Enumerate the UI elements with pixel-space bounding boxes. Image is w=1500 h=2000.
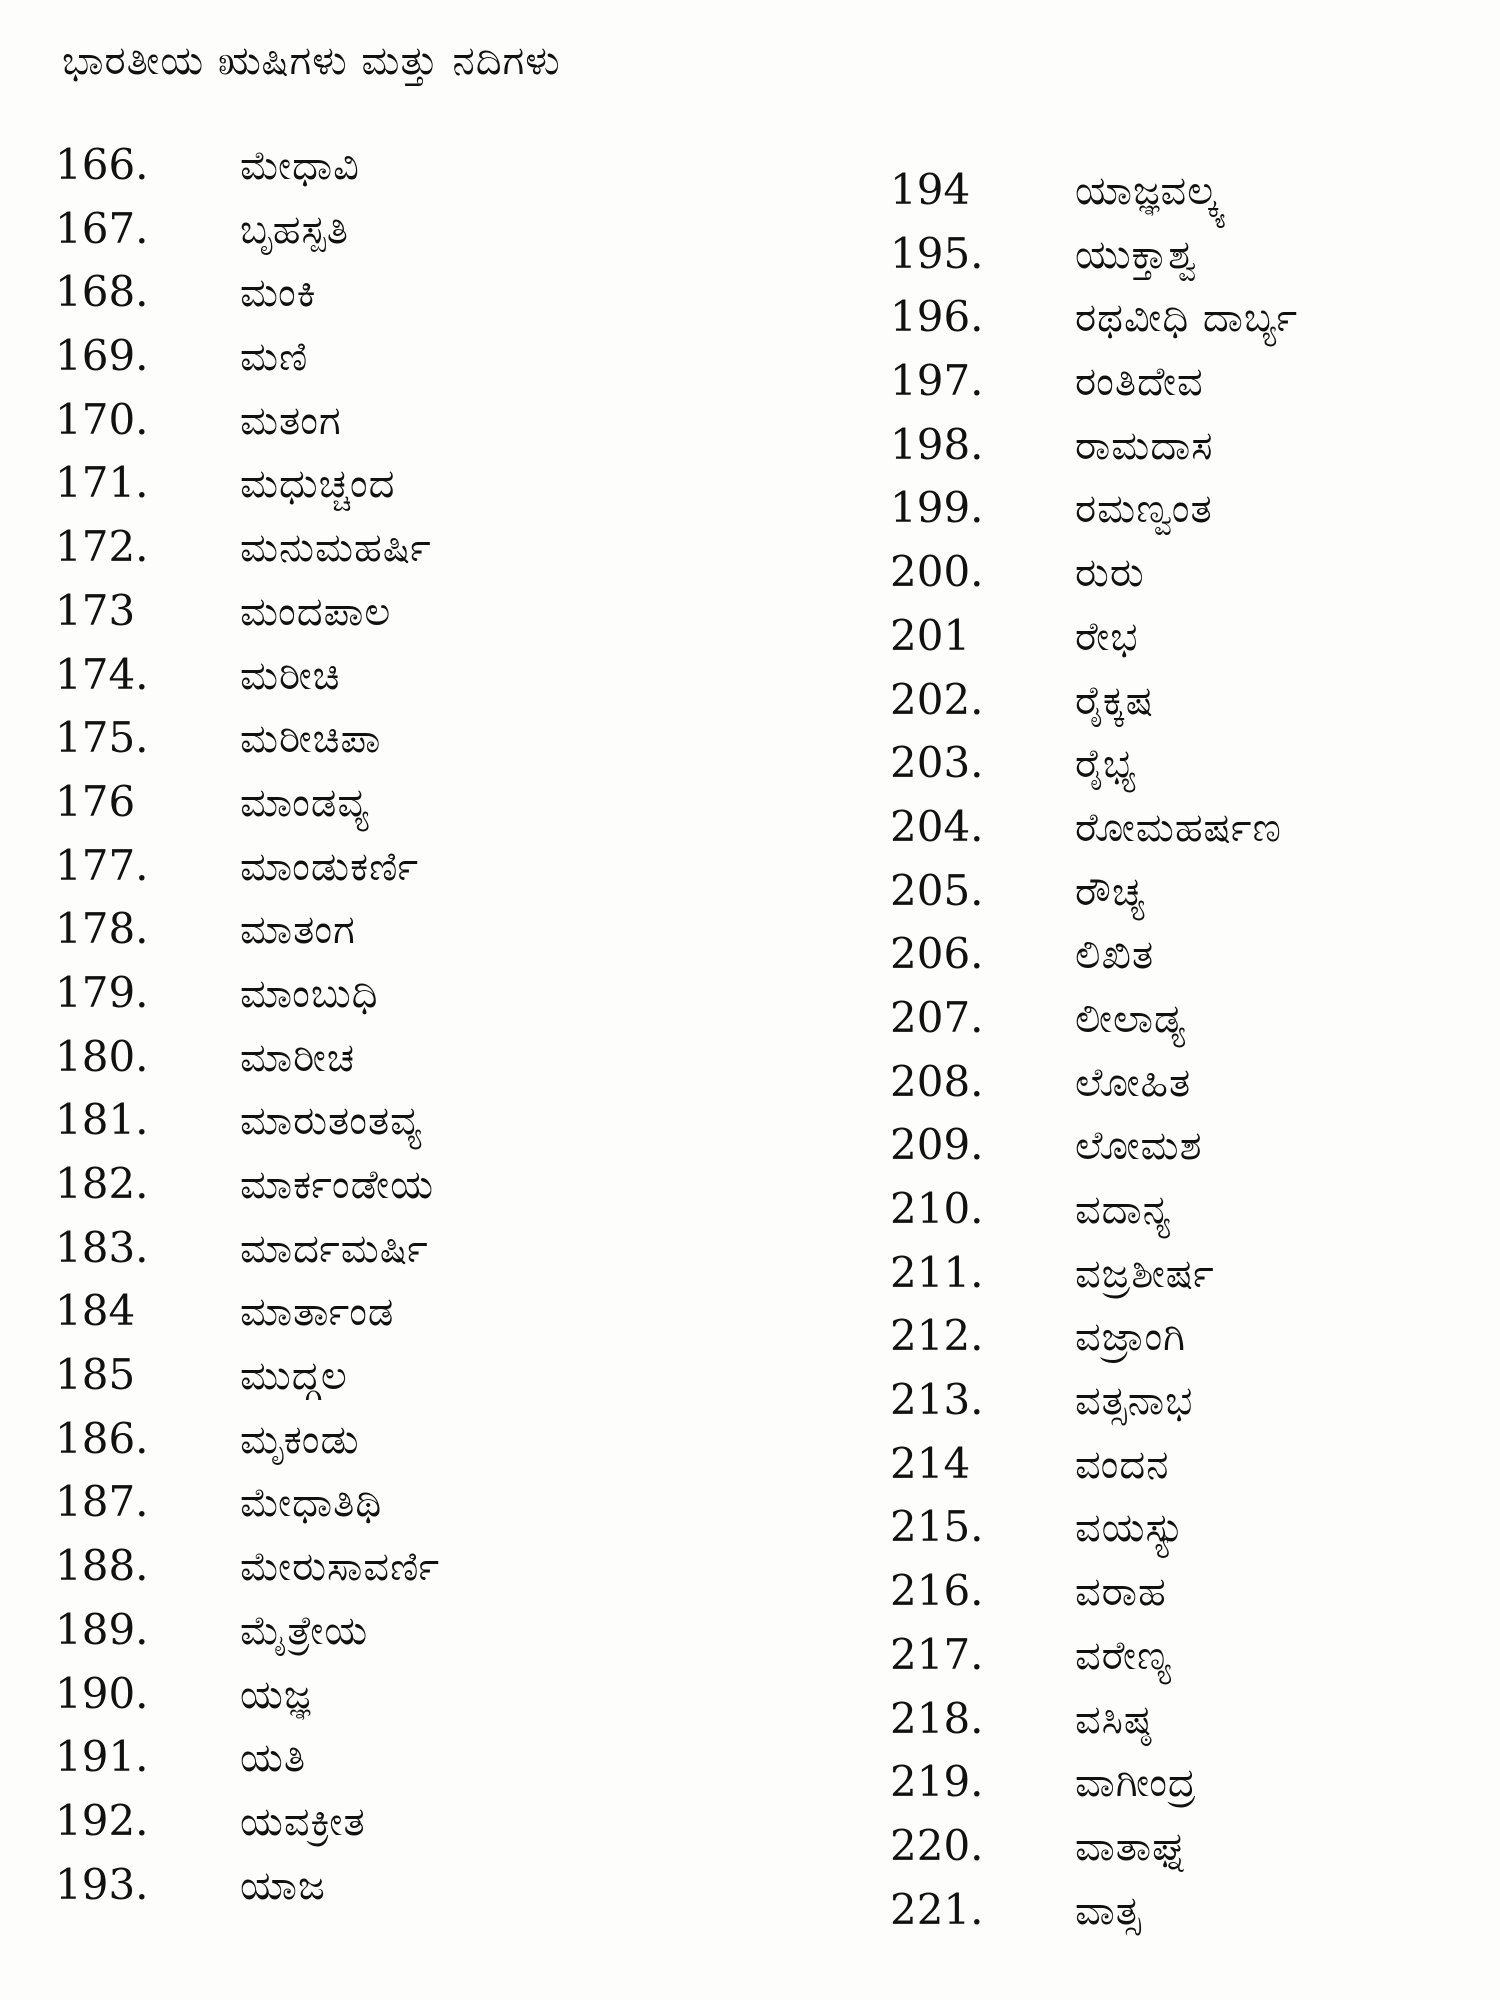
entry-number: 193. xyxy=(55,1859,149,1909)
entry-name: ಯಾಜ xyxy=(240,1862,326,1909)
list-item xyxy=(890,738,1298,802)
entry-number: 181. xyxy=(55,1095,149,1145)
list-item xyxy=(55,1414,440,1478)
entry-name: ಮಾರ್ಕಂಡೇಯ xyxy=(240,1162,435,1208)
entry-number: 190. xyxy=(55,1668,149,1718)
entry-name: ಮೃಕಂಡು xyxy=(240,1416,360,1463)
entry-number: 175. xyxy=(55,713,149,763)
entry-number: 180. xyxy=(55,1031,149,1081)
entry-name: ವರೇಣ್ಯ xyxy=(1075,1632,1172,1679)
entry-name: ಮಣಿ xyxy=(240,334,309,381)
list-item xyxy=(55,1286,440,1350)
entry-name: ವಸಿಷ್ಠ xyxy=(1075,1696,1153,1743)
entry-number: 203. xyxy=(890,738,984,788)
list-item xyxy=(55,650,440,714)
entry-number: 204. xyxy=(890,801,984,851)
entry-name: ರಥವೀಧಿ ದಾರ್ಬ್ಯ xyxy=(1075,295,1299,342)
list-item xyxy=(890,675,1298,739)
list-item xyxy=(55,522,440,586)
entry-number: 194 xyxy=(890,165,971,214)
entry-number: 198. xyxy=(890,419,984,469)
entry-number: 212. xyxy=(890,1311,984,1361)
entry-name: ಮೇರುಸಾವರ್ಣಿ xyxy=(240,1544,441,1591)
list-item xyxy=(890,1630,1298,1694)
list-item xyxy=(55,1541,440,1605)
entry-name: ವತ್ಸನಾಭ xyxy=(1075,1378,1194,1425)
entry-number: 172. xyxy=(55,522,149,572)
entry-number: 206. xyxy=(890,929,984,979)
list-item xyxy=(890,165,1298,229)
entry-number: 183. xyxy=(55,1222,149,1272)
entry-name: ಮಾಂಡವ್ಯ xyxy=(240,779,370,826)
list-item xyxy=(890,1566,1298,1630)
entry-number: 173 xyxy=(55,585,136,635)
entry-number: 197. xyxy=(890,356,984,406)
entry-name: ವಜ್ರಶೀರ್ಷ xyxy=(1075,1250,1215,1297)
entry-name: ಮಾತಂಗ xyxy=(240,907,356,954)
list-item xyxy=(890,1375,1298,1439)
list-item xyxy=(55,713,440,777)
list-item xyxy=(55,395,440,459)
list-item xyxy=(55,204,440,268)
list-item xyxy=(55,1350,440,1414)
page-header: ಭಾರತೀಯ ಋಷಿಗಳು ಮತ್ತು ನದಿಗಳು xyxy=(62,38,561,84)
list-item xyxy=(55,586,440,650)
list-item xyxy=(55,904,440,968)
entry-name: ಮನುಮಹರ್ಷಿ xyxy=(240,525,432,572)
list-item xyxy=(890,1248,1298,1312)
entry-number: 220. xyxy=(890,1820,984,1870)
entry-name: ಲೀಲಾಡ್ಯ xyxy=(1075,995,1187,1042)
list-item xyxy=(890,1311,1298,1375)
list-item xyxy=(55,1032,440,1096)
entry-name: ವಾತ್ಸ xyxy=(1075,1887,1142,1934)
entry-number: 209. xyxy=(890,1120,984,1170)
entry-name: ಮೈತ್ರೇಯ xyxy=(240,1607,369,1654)
entry-number: 218. xyxy=(890,1693,984,1743)
entry-number: 182. xyxy=(55,1159,149,1208)
entry-name: ಮಾರೀಚ xyxy=(240,1034,356,1081)
list-item xyxy=(890,229,1298,293)
list-item xyxy=(55,1095,440,1159)
list-item xyxy=(55,1159,440,1223)
entry-number: 166. xyxy=(55,140,149,189)
entry-number: 207. xyxy=(890,992,984,1042)
entry-name: ಮಾರ್ದಮರ್ಷಿ xyxy=(240,1225,429,1272)
list-item xyxy=(55,1605,440,1669)
entry-number: 201 xyxy=(890,610,971,660)
list-item xyxy=(55,968,440,1032)
entry-name: ಯಾಜ್ಞವಲ್ಕ್ಯ xyxy=(1075,168,1226,214)
entry-number: 174. xyxy=(55,649,149,699)
list-item xyxy=(890,866,1298,930)
list-item xyxy=(55,1860,440,1924)
entry-name: ರಮಣ್ವಂತ xyxy=(1075,486,1213,533)
entry-name: ರೇಭ xyxy=(1075,613,1139,660)
list-item xyxy=(55,458,440,522)
entry-number: 188. xyxy=(55,1541,149,1591)
list-item xyxy=(890,929,1298,993)
list-item xyxy=(890,1821,1298,1885)
list-item xyxy=(55,1669,440,1733)
list-item xyxy=(890,993,1298,1057)
entry-name: ಮಾಂಡುಕರ್ಣಿ xyxy=(240,843,420,890)
entry-name: ರೈಕ್ಕಷ xyxy=(1075,677,1154,724)
entry-number: 195. xyxy=(890,228,984,278)
entry-name: ರಾಮದಾಸ xyxy=(1075,422,1214,469)
list-item xyxy=(890,1757,1298,1821)
entry-number: 214 xyxy=(890,1438,971,1488)
list-item xyxy=(890,611,1298,675)
entry-name: ಯವಕ್ರೀತ xyxy=(240,1798,366,1845)
entry-name: ಲೋಹಿತ xyxy=(1075,1059,1192,1106)
entry-name: ಮೇಧಾತಿಥಿ xyxy=(240,1480,383,1527)
list-item xyxy=(55,1796,440,1860)
entry-name: ರುರು xyxy=(1075,550,1145,597)
entry-name: ಯಜ್ಞ xyxy=(240,1671,312,1718)
list-item xyxy=(55,841,440,905)
entry-name: ಮೇಧಾವಿ xyxy=(240,143,360,189)
list-item xyxy=(55,1732,440,1796)
list-item xyxy=(55,1477,440,1541)
list-item xyxy=(890,292,1298,356)
entry-number: 169. xyxy=(55,331,149,381)
entry-number: 215. xyxy=(890,1502,984,1552)
list-item xyxy=(890,356,1298,420)
entry-name: ರೋಮಹರ್ಷಣ xyxy=(1075,804,1282,851)
list-item xyxy=(890,1120,1298,1184)
entry-name: ಮರೀಚಿ xyxy=(240,652,341,699)
list-item xyxy=(55,1223,440,1287)
entry-number: 217. xyxy=(890,1629,984,1679)
list-item xyxy=(890,1885,1298,1949)
entry-number: 176 xyxy=(55,776,136,826)
entry-name: ಮರೀಚಿಪಾ xyxy=(240,716,382,763)
entry-name: ವಾಗೀಂದ್ರ xyxy=(1075,1760,1197,1807)
entry-name: ವರಾಹ xyxy=(1075,1569,1167,1616)
list-item xyxy=(890,1439,1298,1503)
entry-name: ವದಾನ್ಯ xyxy=(1075,1187,1172,1233)
entry-name: ವಯಸ್ಯು xyxy=(1075,1505,1186,1552)
entry-name: ಮುದ್ಗಲ xyxy=(240,1353,348,1400)
list-item xyxy=(890,802,1298,866)
right-column-list xyxy=(890,165,1298,1948)
entry-name: ರೈಭ್ಯ xyxy=(1075,741,1137,788)
entry-number: 210. xyxy=(890,1184,984,1233)
entry-name: ಯತಿ xyxy=(240,1735,307,1782)
entry-number: 202. xyxy=(890,674,984,724)
list-item xyxy=(890,1057,1298,1121)
entry-number: 189. xyxy=(55,1604,149,1654)
entry-name: ಲಿಖಿತ xyxy=(1075,932,1155,979)
entry-number: 187. xyxy=(55,1477,149,1527)
list-item xyxy=(55,331,440,395)
entry-number: 196. xyxy=(890,292,984,342)
entry-number: 185 xyxy=(55,1350,136,1400)
entry-number: 184 xyxy=(55,1286,136,1336)
entry-number: 186. xyxy=(55,1413,149,1463)
entry-number: 191. xyxy=(55,1732,149,1782)
entry-number: 213. xyxy=(890,1375,984,1425)
list-item xyxy=(55,140,440,204)
list-item xyxy=(890,1694,1298,1758)
left-column-list xyxy=(55,140,440,1923)
entry-number: 208. xyxy=(890,1056,984,1106)
entry-number: 179. xyxy=(55,967,149,1017)
list-item xyxy=(890,1502,1298,1566)
entry-number: 199. xyxy=(890,483,984,533)
entry-name: ಮಂದಪಾಲ xyxy=(240,588,392,635)
entry-number: 200. xyxy=(890,547,984,597)
entry-number: 168. xyxy=(55,267,149,317)
entry-name: ಲೋಮಶ xyxy=(1075,1123,1203,1170)
entry-name: ಮಂಕಿ xyxy=(240,270,317,317)
list-item xyxy=(55,267,440,331)
entry-number: 192. xyxy=(55,1795,149,1845)
entry-name: ಮಾರುತಂತವ್ಯ xyxy=(240,1098,423,1145)
entry-number: 178. xyxy=(55,904,149,954)
entry-number: 171. xyxy=(55,458,149,508)
entry-name: ವಜ್ರಾಂಗಿ xyxy=(1075,1314,1187,1361)
entry-name: ಬೃಹಸ್ಪತಿ xyxy=(240,206,349,253)
entry-name: ಮಧುಚ್ಚಂದ xyxy=(240,461,396,508)
entry-number: 170. xyxy=(55,394,149,444)
list-item xyxy=(890,420,1298,484)
entry-name: ಮಾರ್ತಾಂಡ xyxy=(240,1289,395,1336)
list-item xyxy=(55,777,440,841)
entry-number: 221. xyxy=(890,1884,984,1934)
entry-name: ಮತಂಗ xyxy=(240,397,342,444)
entry-number: 216. xyxy=(890,1566,984,1616)
entry-number: 211. xyxy=(890,1247,984,1297)
entry-name: ರಂತಿದೇವ xyxy=(1075,359,1204,406)
entry-number: 167. xyxy=(55,203,149,253)
entry-number: 205. xyxy=(890,865,984,915)
entry-name: ವಂದನ xyxy=(1075,1441,1170,1488)
entry-name: ರೌಚ್ಯ xyxy=(1075,868,1146,915)
entry-number: 177. xyxy=(55,840,149,890)
list-item xyxy=(890,1184,1298,1248)
list-item xyxy=(890,547,1298,611)
entry-name: ಯುಕ್ತಾಶ್ವ xyxy=(1075,231,1199,278)
list-item xyxy=(890,483,1298,547)
entry-name: ಮಾಂಬುಧಿ xyxy=(240,970,379,1017)
entry-name: ವಾತಾಘ್ನ xyxy=(1075,1823,1189,1870)
entry-number: 219. xyxy=(890,1757,984,1807)
